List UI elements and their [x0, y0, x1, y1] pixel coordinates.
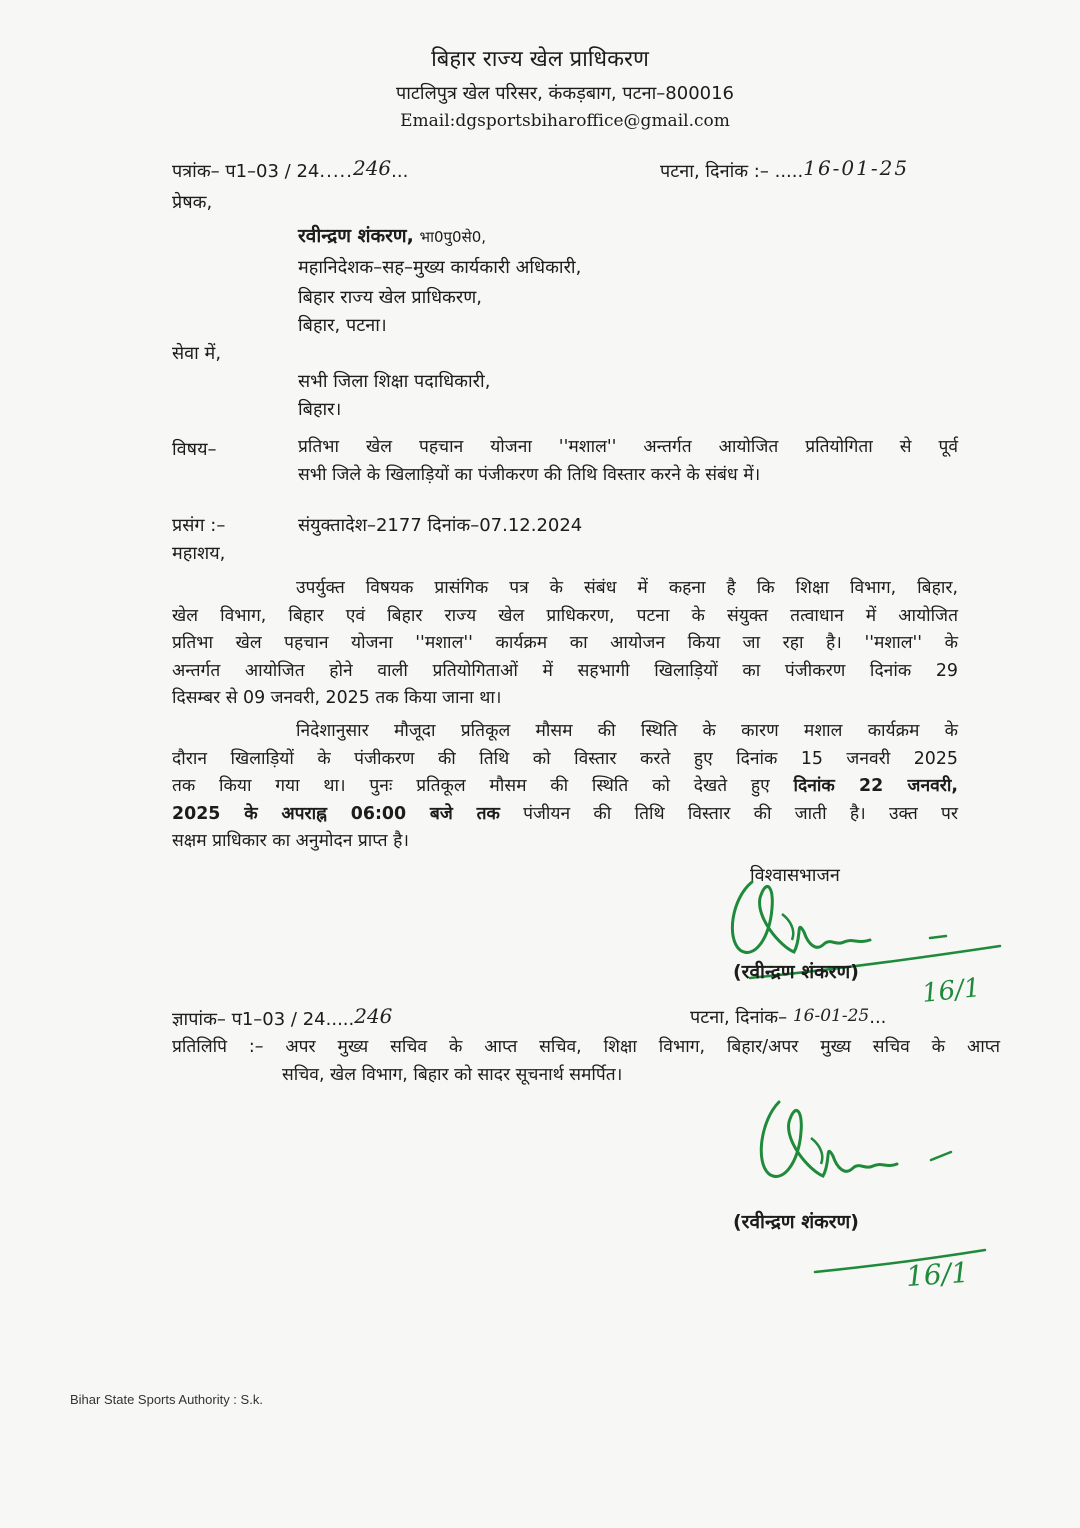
body-line: उपर्युक्त विषयक प्रासंगिक पत्र के संबंध में कहना है कि शिक्षा विभाग, बिहार,: [296, 578, 958, 598]
sender-place: बिहार, पटना।: [298, 315, 387, 336]
sender-designation: महानिदेशक–सह–मुख्य कार्यकारी अधिकारी,: [298, 257, 582, 278]
body-line: दौरान खिलाड़ियों के पंजीकरण की तिथि को विस्तार करते हुए दिनांक 15 जनवरी 2025: [172, 748, 958, 769]
copy-to: [172, 1034, 1000, 1089]
memo-date-label: पटना, दिनांक–: [690, 1007, 788, 1028]
org-address: पाटलिपुत्र खेल परिसर, कंकड़बाग, पटना–800016: [395, 83, 735, 104]
subject-label: विषय–: [172, 439, 217, 460]
recipient-place: बिहार।: [298, 399, 342, 420]
memo-date-handwritten: 16-01-25: [792, 1006, 870, 1026]
subject-line: प्रतिभा खेल पहचान योजना ''मशाल'' अन्तर्गत आयोजित प्रतियोगिता से पूर्व: [298, 437, 958, 457]
signatory-name-2: (रवीन्द्रण शंकरण): [733, 1211, 859, 1233]
sender-name: रवीन्द्रण शंकरण,: [298, 225, 414, 247]
body-line: [172, 773, 958, 801]
dotted-fill: .....: [325, 1009, 355, 1030]
copy-line: प्रतिलिपि :– अपर मुख्य सचिव के आप्त सचिव, शिक्षा विभाग, बिहार/अपर मुख्य सचिव के आप्त: [172, 1037, 1000, 1057]
body-paragraph-2: [172, 718, 958, 856]
recipient-to: सभी जिला शिक्षा पदाधिकारी,: [298, 371, 491, 392]
body-line: अन्तर्गत आयोजित होने वाली प्रतियोगिताओं में सहभागी खिलाड़ियों का पंजीकरण दिनांक 29: [172, 660, 958, 681]
body-text: तक किया गया था। पुनः प्रतिकूल मौसम की स्थिति को देखते हुए: [172, 776, 794, 797]
dotted-fill: ...: [869, 1007, 887, 1028]
body-text: पंजीयन की तिथि विस्तार की जाती है। उक्त पर: [499, 803, 958, 824]
recipient-label: सेवा में,: [172, 343, 222, 364]
body-line: खेल विभाग, बिहार एवं बिहार राज्य खेल प्राधिकरण, पटना के संयुक्त तत्वाधान में आयोजित: [172, 605, 958, 626]
signature-2-date: 16/1: [904, 1255, 970, 1294]
dotted-fill: ...: [391, 161, 409, 182]
sender-org: बिहार राज्य खेल प्राधिकरण,: [298, 287, 482, 308]
sender-label: प्रेषक,: [172, 192, 213, 213]
body-line: [172, 801, 958, 829]
memo-number-prefix: ज्ञापांक– प1–03 / 24: [172, 1009, 326, 1030]
memo-number: [172, 1006, 392, 1032]
deadline-highlight: 2025 के अपराह्न 06:00 बजे तक: [172, 803, 500, 824]
yours-faithfully: विश्वासभाजन: [750, 865, 840, 886]
memo-number-handwritten: 246: [354, 1004, 393, 1028]
letter-number-label: [172, 158, 408, 184]
letter-number-handwritten: 246: [352, 156, 392, 180]
dotted-fill: .....: [319, 161, 353, 182]
reference-label: प्रसंग :–: [172, 515, 226, 536]
body-paragraph-1: [172, 575, 958, 713]
signatory-name-1: (रवीन्द्रण शंकरण): [733, 961, 859, 983]
letter-date-handwritten: 16-01-25: [803, 156, 910, 180]
body-line: प्रतिभा खेल पहचान योजना ''मशाल'' कार्यक्रम का आयोजन किया जा रहा है। ''मशाल'' के: [172, 633, 958, 654]
copy-line: सचिव, खेल विभाग, बिहार को सादर सूचनार्थ समर्पित।: [282, 1064, 623, 1085]
sender-service: भा0पु0से0,: [419, 228, 487, 246]
signature-1-date: 16/1: [920, 973, 982, 1009]
letter-number-prefix: पत्रांक– प1–03 / 24: [172, 161, 320, 182]
letter-date: [660, 158, 909, 184]
body-line: दिसम्बर से 09 जनवरी, 2025 तक किया जाना था।: [172, 688, 502, 709]
letter-date-label: पटना, दिनांक :–: [660, 161, 769, 182]
salutation: महाशय,: [172, 543, 226, 564]
deadline-highlight: दिनांक 22 जनवरी,: [793, 776, 958, 797]
org-email: Email:dgsportsbiharoffice@gmail.com: [400, 111, 730, 131]
footer-text: Bihar State Sports Authority : S.k.: [70, 1392, 263, 1407]
org-title: बिहार राज्य खेल प्राधिकरण: [431, 47, 649, 72]
memo-date: [690, 1006, 886, 1030]
dotted-fill: .....: [774, 161, 804, 182]
sender-name-line: [298, 224, 486, 249]
body-line: सक्षम प्राधिकार का अनुमोदन प्राप्त है।: [172, 831, 409, 852]
subject-text: [298, 434, 958, 489]
reference-text: संयुक्तादेश–2177 दिनांक–07.12.2024: [298, 515, 583, 536]
body-line: निदेशानुसार मौजूदा प्रतिकूल मौसम की स्थिति के कारण मशाल कार्यक्रम के: [296, 721, 958, 741]
subject-line: सभी जिले के खिलाड़ियों का पंजीकरण की तिथि विस्तार करने के संबंध में।: [298, 464, 761, 485]
